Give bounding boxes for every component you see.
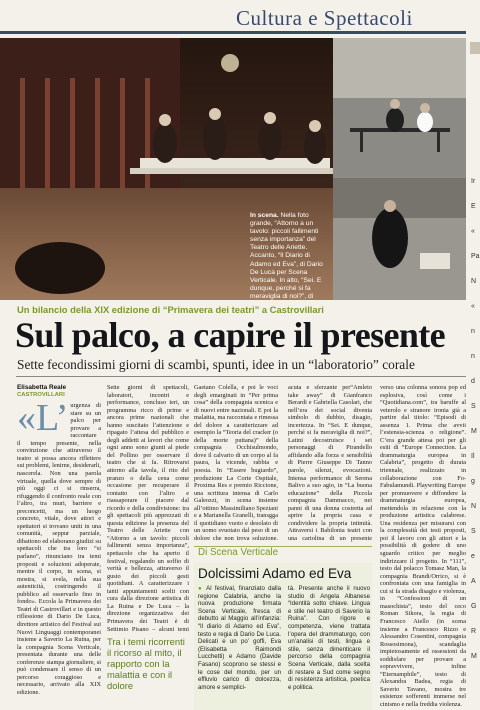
adjacent-text-fragment: Ir	[471, 178, 476, 185]
article-column-4	[288, 384, 372, 542]
adjacent-text-fragment: E	[471, 203, 476, 210]
sidebar-text: tà. Presente anche il nuovo studio di Angela Albanese “Identità sotto chiave. Lingua e stile nel teatro di Saverio la Ruina”. Con rigore e competenza, viene trattata l’opera del drammaturgo, con un’analisi di testi, lingua e stile, senza dimenticare il percorso della compagnia Scena Verticale, dalla scelta di restare a Sud come segno di resistenza artistica, poetica e politica.	[288, 585, 370, 691]
adjacent-text-fragment: Il	[471, 453, 475, 460]
sidebar-column-2	[288, 585, 370, 710]
adjacent-article-strip	[470, 38, 480, 710]
sidebar-column-1	[198, 585, 281, 710]
photo-caption	[250, 212, 328, 300]
section-title: Cultura e Spettacoli	[236, 6, 413, 30]
header-rule	[0, 31, 466, 34]
column-text: Gaetano Colella, e poi le voci degli emarginati in “Per prima cosa” della compagnia scenica e di nuovi entre nazionali. E poi la malattia, ma raccontata e rimessa del dolore a caratterizzare ad esempio la “Teoria del cracker (o della morte puttana)” della compagnia Occhisulmondo, dove il calvario di un corpo al fa paura, la vicende, rabbia e poesia. In “Essere bugiardo”, produzione La Corte Ospitale, Proxima Res e premio Riccione, una scrittura intensa di Carlo Galeozzi, in scena insieme all’ottimo Massimiliano Speziani e a Marianella Granelli, transgga il quotidiano vuoto e desolato di un uomo svuotato dal peso di un dolore che non trova soluzione.	[194, 384, 278, 542]
article-column-2	[107, 384, 189, 632]
headline: Sul palco, a capire il presente	[15, 315, 446, 355]
column-text: Sette giorni di spettacoli, laboratori, incontri e performance, concluso ieri, un programma ricco di prime e ancora prime nazionali che hanno suscitato l’attenzione e ripagato l’attesa del pubblico e degli addetti ai lavori che come ogni anno sono giunti al piede del Pollino per osservare il teatro che si fa. Ritrovarsi attorno alla tavola, il rito del pranzo o della cena come occasione per recuperare il contatto con l’altro e riassaporare il piacere dal ricordo e della condivisione: tra gli spettacoli più apprezzati di questa edizione la presenza del Teatro delle Ariette con “Attorno a un tavolo: piccoli fallimenti senza importanza”, spettacolo che ha aperto il festival, regalando un soffio di verità e bellezza, attraverso il gusto dei piccoli gesti quotidiani. A caratterizzare i tanti appuntamenti scelti con cura dalla direzione artistica di La Ruina e De Luca – la direzione organizzativa dei Primavera dei Teatri è di Settimio Pisano – alcuni temi	[107, 384, 189, 632]
column-text: acuta e sferzante per“Amleto take away” di Gianfranco Berardi e Gabriella Casolari, che nell’era dei social diventa simbolo di dubbio, disagio, incertezza. In “Sei. E dunque, perché si fa meraviglia di noi?”, Latini decostruisce i sei personaggi di Pirandello affidando alla forza e sensibilità di Pierre Giuseppe Di Tanno parole, silenzi, evocazioni. Intensa performance di Serena Balivo a suo agio, in “La buona educazione” della Piccola compagnia Dammacco, nei panni di una donna costretta ad aprire la propria casa e condividere la propria intimità. Attraversi i Babilonia teatri con una cartolina di un presente	[288, 384, 372, 542]
adjacent-text-fragment: d	[471, 378, 475, 385]
kicker: Un bilancio della XIX edizione di “Primavera dei teatri” a Castrovillari	[17, 304, 324, 315]
article-column-5	[380, 384, 466, 710]
subhead: Sette fecondissimi giorni di scambi, spunti, idee in un “laboratorio” corale	[17, 357, 415, 372]
page-header	[0, 0, 480, 33]
adjacent-text-fragment: N	[471, 503, 477, 510]
adjacent-text-fragment: S	[471, 528, 476, 535]
adjacent-text-fragment: n	[471, 353, 475, 360]
adjacent-text-fragment: g	[471, 478, 475, 485]
adjacent-text-fragment: e	[471, 553, 475, 560]
byline-place: CASTROVILLARI	[17, 391, 65, 398]
adjacent-text-fragment: G	[471, 603, 477, 610]
caption-lead: In scena.	[250, 212, 279, 219]
adjacent-text-fragment: A	[471, 578, 476, 585]
bullet-icon: ●	[198, 585, 207, 592]
article-photo	[0, 38, 466, 300]
adjacent-text-fragment: N	[471, 278, 477, 285]
byline-name: Elisabetta Reale	[17, 384, 67, 391]
sidebar-label: Di Scena Verticale	[194, 546, 372, 560]
dropcap: «L’	[17, 397, 69, 440]
adjacent-text-fragment: M	[471, 428, 477, 435]
stage-photo-illustration	[0, 38, 466, 300]
deck-rule	[16, 376, 466, 377]
pull-quote: Tra i temi ricorrenti il ricorso al mito, il rapporto con la malattia e con il dolore	[107, 636, 185, 691]
adjacent-text-fragment: «	[471, 303, 475, 310]
column-text: urgenza di stare su un palco per provare a raccontare il tempo presente, nella convinzione che attraverso il teatro si possa ancora riflettere sui problemi, lenirne, desiderarli, nascerela. Non una parola virtuale, quella dove sempre di più oggi ci si rinserra, rifuggendo il confronto reale con l’altro, tra muri, barriere e preconcetti, ma un luogo concreto, vitale, dove attori e spettatori si trovano uniti in una comunità, seppur parziale, dibattono ed elaborano giudizi su spettacoli che tra loro “si parlano”, rinunciano tra temi proposti e soluzioni adoperate, mentre il corpo, in scena, si mostra, si svela, nella sua autenticità, costringendo il pubblico ad osservarlo fino in fondo». Eccola la Primavera dei Teatri di Castrovillari e in questo riflessione di Dario De Luca, direttore artistico del Festival sui Nuovi Linguaggi contemporanei insieme a Saverio La Ruina, per la compagnia Scena Verticale, presentata durante una delle conferenze stampa giornaliere, si può condensare il senso di un percorso coraggioso e necessario, arrivato alla XIX edizione.	[17, 402, 101, 696]
article-column-3	[194, 384, 278, 542]
adjacent-text-fragment: M	[471, 653, 477, 660]
sidebar-title: Dolcissimi Adamo ed Eva	[198, 566, 352, 581]
adjacent-text-fragment: n	[471, 328, 475, 335]
adjacent-text-fragment: Pa	[471, 253, 480, 260]
column-text: verso una colonna sonora pop ed esplosiva, così come i “Quotidiana.com”, tra baruffe al veterolo e stranore ironia già a partire dal titolo: “Episodi di assenza 1. Prima che avvii l’estensia-scienza o religione”. C’era grande attesa poi per gli esiti di “Europe Connection. La drammaturgia europea in Calabria”, progetto di durata triennale, realizzato in collaborazione con Fo- Fabulamundi. Playwriting Europe per promuovere e diffondere la drammaturgia europea, mettendola in relazione con la produzione artistica calabrese. Una residenza per misurarsi con la complessità dei testi proposti, poi il lavoro con gli attori e la possibilità di godere di uno sguardo critico per meglio indirizzare il progetto. In “111”, testo dal polacco Tomasz Man, la compagnia Brandi/Orrico, si è confrontata con una famiglia in cui si fa strada disagio e violenza, in “Confessioni di un masochista”, testo del ceco Roman Sikora, la regia di Francesco Aiello (in scena insieme a Francesco Rizzo e Alessandro Cosentini, compagnia Rossosimona), scandaglia impietosamente ed ossessioni da soddisfare per provare a sopravvivere, infine “Eternamphile”, testo di Alexandra Badea, regia di Saverio Tavano, mostra tre esistenze sofferenti immerse nel cinismo e nella freddia violenza.	[380, 384, 466, 708]
adjacent-photo-edge	[470, 42, 480, 54]
caption-text: Nella foto grande, “Attorno a un tavolo: piccoli fallimenti senza importanza” del Teatro delle Ariette. Accanto, “Il Diario di Adamo ed Eva”, di Dario De Luca per Scena Verticale. In alto, “Sei. E dunque, perché si fa meraviglia di noi?”, di	[250, 212, 323, 300]
adjacent-text-fragment: R	[471, 628, 477, 635]
adjacent-text-fragment: S	[471, 403, 476, 410]
sidebar-text: Al festival, finanziato dalla regione Calabria, anche la nuova produzione firmata Scena Verticale, fresca di debutto al Maggio all’infanzia: “Il diario di Adamo ed Eva”, testo e regia di Dario De Luca. Delicati e un po’ goffi, Eva (Elisabetta Raimondi Lucchetti) e Adamo (Davide Fasano) scoprono se stessi e le cose del mondo, per un effluvio carico di dolcezza, amore e semplici-	[198, 585, 281, 691]
adjacent-text-fragment: «	[471, 228, 475, 235]
article-column-1	[17, 384, 101, 710]
